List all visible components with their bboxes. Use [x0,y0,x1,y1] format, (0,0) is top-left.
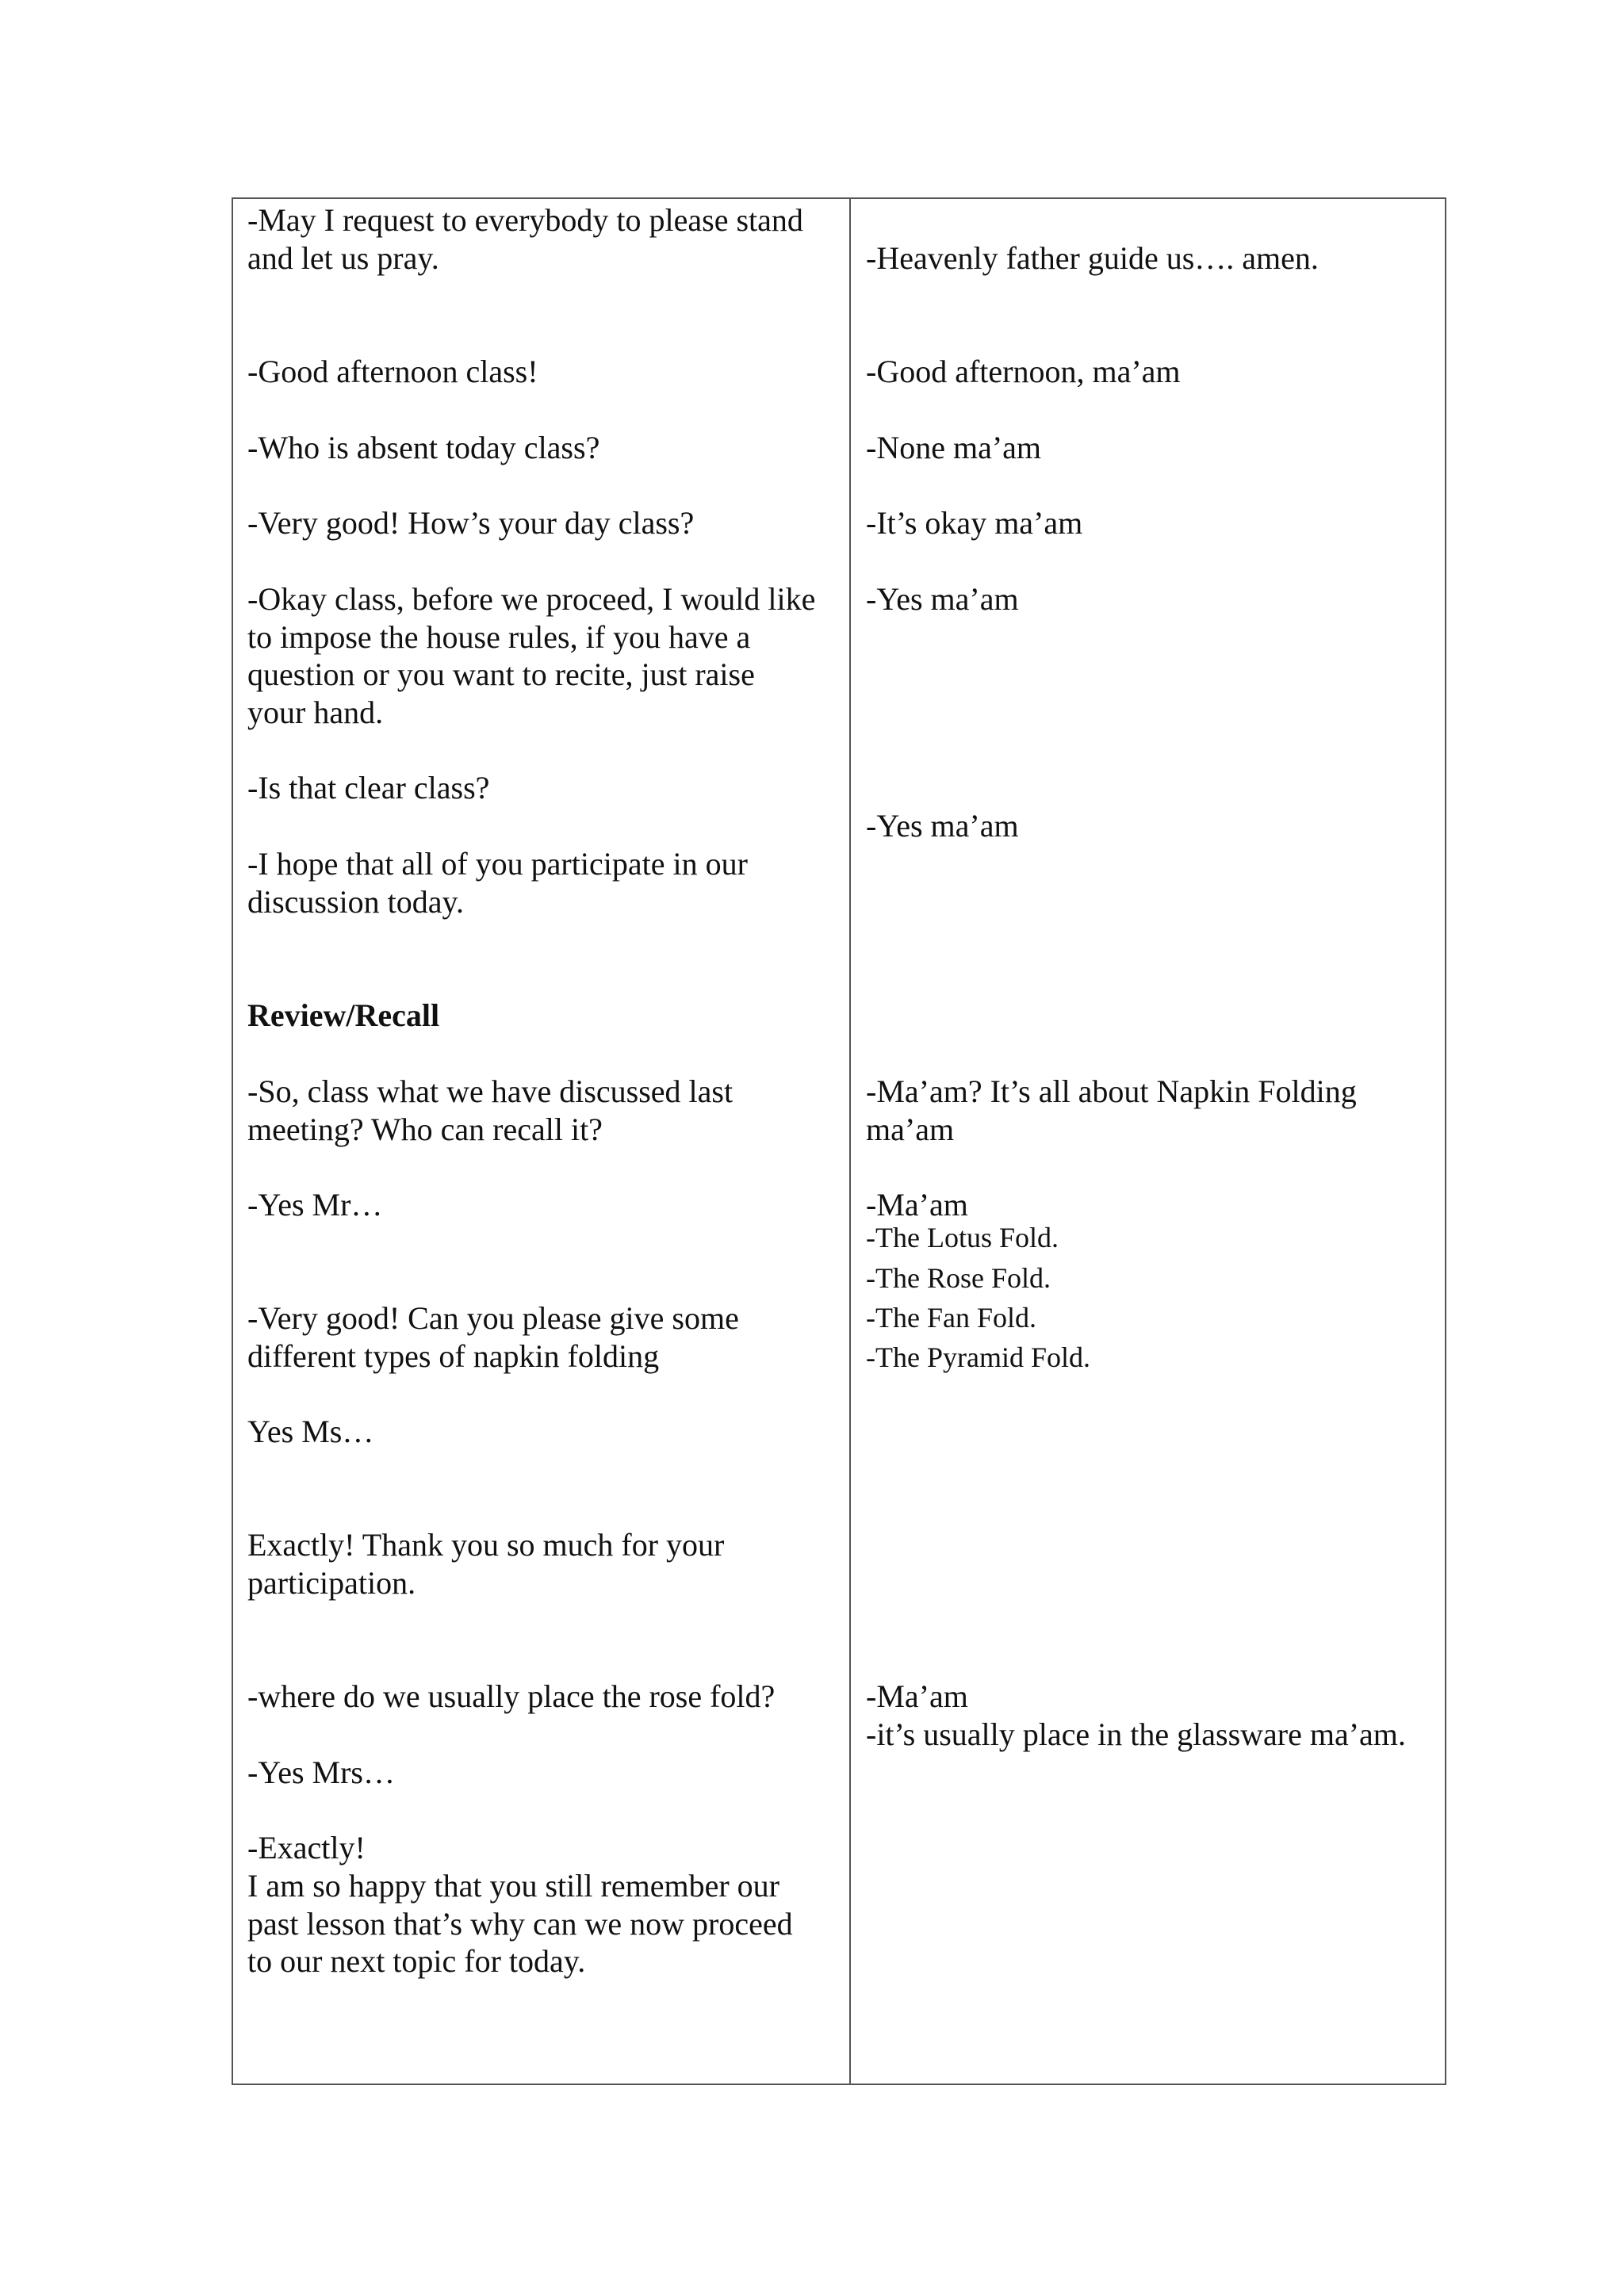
teacher-line: question or you want to recite, just raise [247,656,755,692]
fold-list-item: -The Pyramid Fold. [866,1341,1090,1373]
student-line: -Ma’am? It’s all about Napkin Folding [866,1073,1357,1109]
teacher-line: -Exactly! [247,1830,366,1866]
teacher-line: to impose the house rules, if you have a [247,619,751,655]
teacher-line: I am so happy that you still remember our [247,1868,779,1904]
teacher-line: -Okay class, before we proceed, I would like [247,581,816,617]
teacher-line: different types of napkin folding [247,1338,660,1374]
teacher-line: -May I request to everybody to please stand [247,202,803,238]
student-line: -it’s usually place in the glassware ma’am. [866,1716,1406,1752]
teacher-line: -Is that clear class? [247,770,490,806]
student-line: -Yes ma’am [866,808,1019,844]
teacher-line: to our next topic for today. [247,1943,586,1979]
teacher-line: participation. [247,1565,416,1601]
student-line: -Ma’am [866,1678,968,1714]
student-line: -It’s okay ma’am [866,505,1083,541]
teacher-line: -I hope that all of you participate in our [247,846,748,882]
teacher-line: -Very good! How’s your day class? [247,505,695,541]
section-heading: Review/Recall [247,997,440,1033]
teacher-line: -Very good! Can you please give some [247,1300,739,1336]
teacher-line: -Good afternoon class! [247,354,538,389]
student-line: -None ma’am [866,430,1042,465]
teacher-line: -Yes Mrs… [247,1755,395,1790]
teacher-line: Exactly! Thank you so much for your [247,1527,725,1563]
teacher-line: Yes Ms… [247,1414,374,1449]
teacher-line: meeting? Who can recall it? [247,1112,603,1147]
teacher-line: -So, class what we have discussed last [247,1073,733,1109]
student-line: -Ma’am [866,1187,968,1223]
teacher-line: past lesson that’s why can we now proceed [247,1906,793,1942]
student-line: ma’am [866,1112,955,1147]
lesson-table [232,197,1446,2085]
teacher-line: -where do we usually place the rose fold? [247,1678,776,1714]
teacher-line: and let us pray. [247,240,439,276]
teacher-line: your hand. [247,695,384,730]
fold-list-item: -The Rose Fold. [866,1262,1051,1294]
student-line: -Heavenly father guide us…. amen. [866,240,1319,276]
teacher-line: -Who is absent today class? [247,430,600,465]
teacher-line: discussion today. [247,884,464,920]
teacher-line: -Yes Mr… [247,1187,383,1223]
fold-list-item: -The Lotus Fold. [866,1222,1059,1253]
fold-list-item: -The Fan Fold. [866,1302,1036,1334]
student-line: -Good afternoon, ma’am [866,354,1181,389]
student-line: -Yes ma’am [866,581,1019,617]
column-divider [849,199,851,2084]
